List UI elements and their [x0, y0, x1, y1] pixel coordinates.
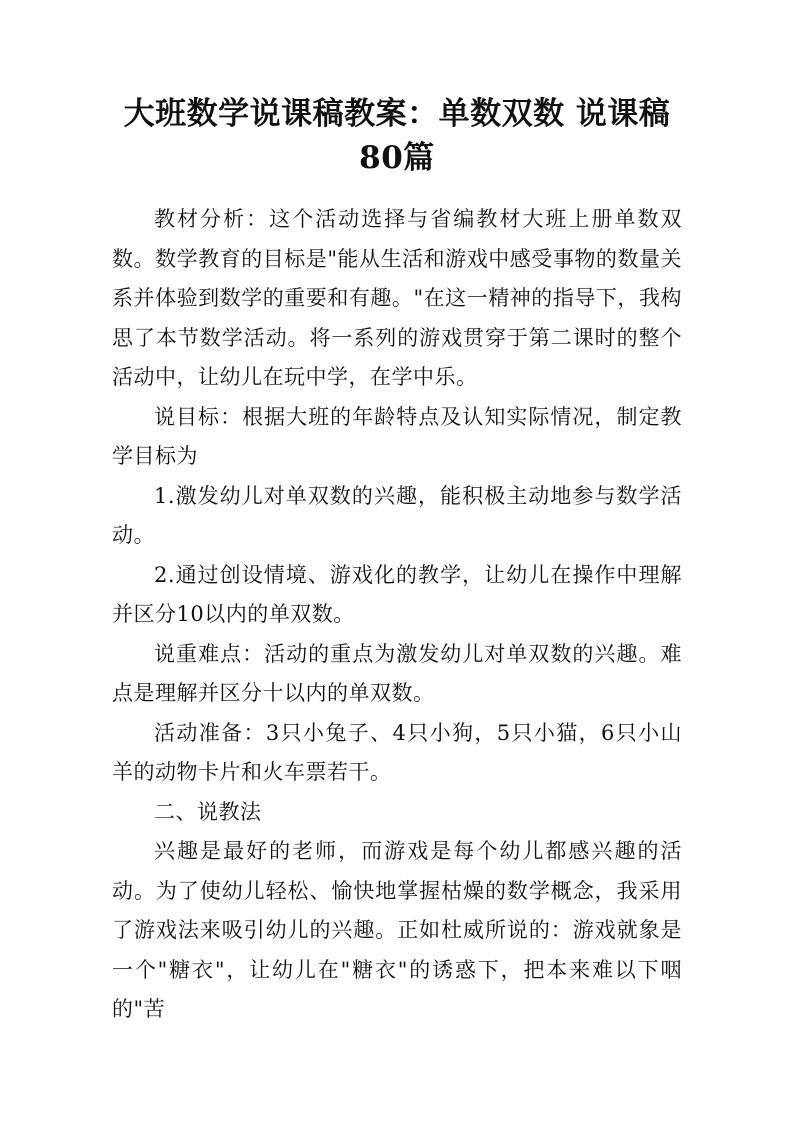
paragraph-teaching-method: 兴趣是最好的老师，而游戏是每个幼儿都感兴趣的活动。为了使幼儿轻松、愉快地掌握枯燥的数学概念，我采用了游戏法来吸引幼儿的兴趣。正如杜威所说的：游戏就象是一个"糖衣"，让幼儿在"糖衣"的诱惑下，把本来难以下咽的"苦	[112, 839, 682, 1021]
paragraph-key-points: 说重难点：活动的重点为激发幼儿对单双数的兴趣。难点是理解并区分十以内的单双数。	[112, 641, 682, 705]
paragraph-goal-2: 2.通过创设情境、游戏化的教学，让幼儿在操作中理解并区分10以内的单双数。	[112, 562, 682, 626]
section-heading-teaching-method: 二、说教法	[154, 799, 262, 824]
paragraph-goal-1: 1.激发幼儿对单双数的兴趣，能积极主动地参与数学活动。	[112, 483, 682, 547]
paragraph-preparation: 活动准备：3只小兔子、4只小狗，5只小猫，6只小山羊的动物卡片和火车票若干。	[112, 720, 682, 784]
paragraph-textbook-analysis: 教材分析：这个活动选择与省编教材大班上册单数双数。数学教育的目标是"能从生活和游戏中感受事物的数量关系并体验到数学的重要和有趣。"在这一精神的指导下，我构思了本节数学活动。将一系列的游戏贯穿于第二课时的整个活动中，让幼儿在玩中学，在学中乐。	[112, 207, 682, 389]
document-body	[112, 200, 682, 1030]
document-title: 大班数学说课稿教案：单数双数 说课稿 80篇	[123, 96, 671, 176]
paragraph-goals-intro: 说目标：根据大班的年龄特点及认知实际情况，制定教学目标为	[112, 404, 682, 468]
